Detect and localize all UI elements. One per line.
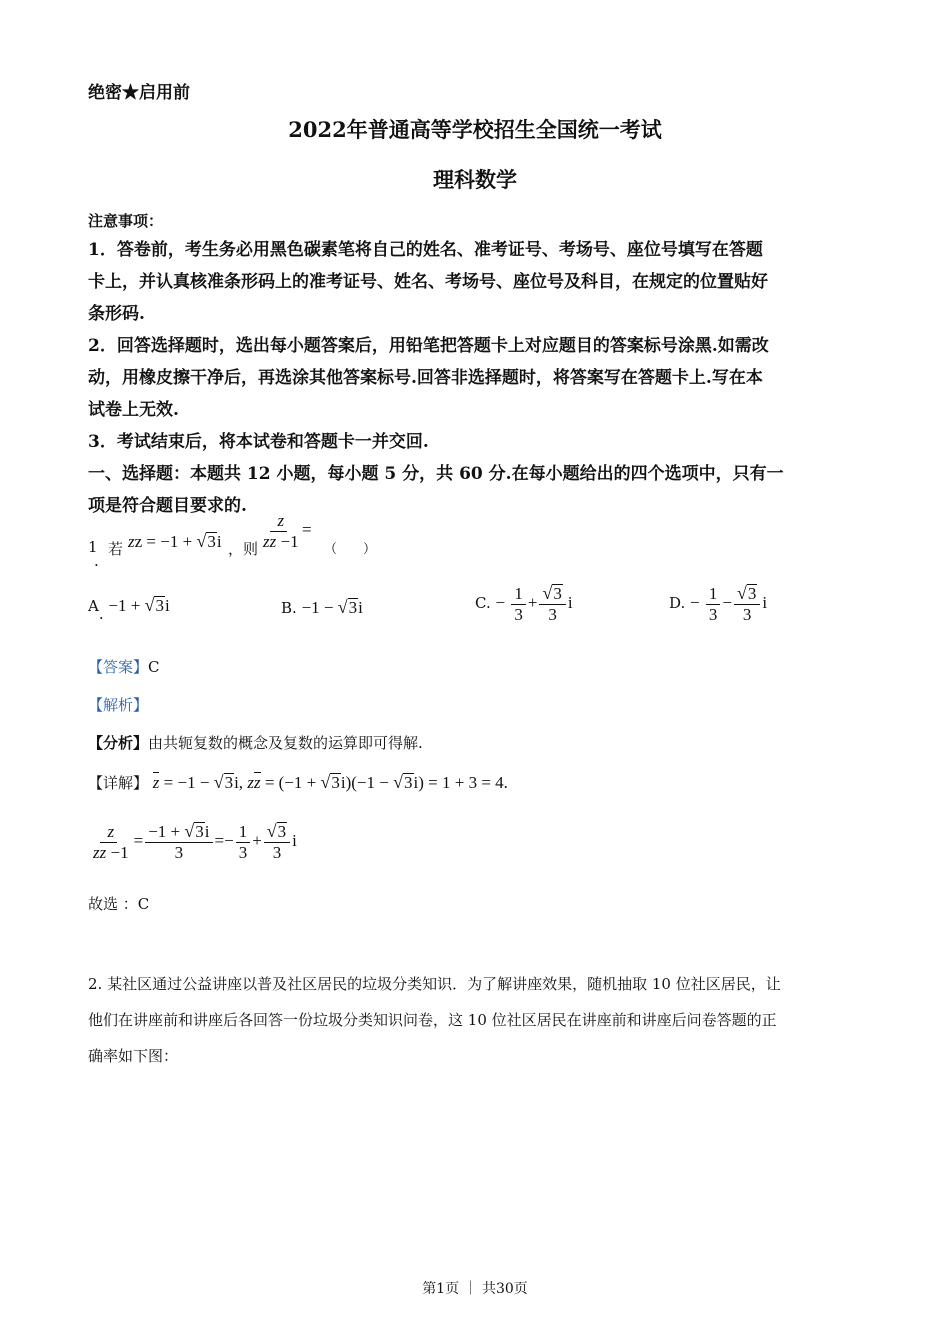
q2-text (88, 966, 781, 1074)
page-footer: 第1页 ｜ 共30页 (422, 1281, 528, 1297)
notice-item-3: 3．考试结束后，将本试卷和答题卡一并交回. (88, 432, 429, 452)
q1-number-dot: . (94, 552, 99, 570)
q1-detail: 【详解】 z = −1 − √ 3 i, zz = (−1 + √ 3 i)(−1 − √ 3 i) = 1 + 3 = 4. (88, 772, 508, 792)
q1-option-b[interactable]: B. −1 − √ 3 i (281, 597, 363, 617)
notice-item-1-line-1: 1．答卷前，考生务必用黑色碳素笔将自己的姓名、准考证号、考场号、座位号填写在答题 (88, 240, 763, 260)
q2-line-2: 他们在讲座前和讲座后各回答一份垃圾分类知识问卷，这 10 位社区居民在讲座前和讲座后问卷答题的正 (88, 1011, 777, 1029)
q1-answer: 【答案】C (88, 658, 160, 676)
q1-option-c[interactable]: C. − $\frac{1}{3}$ + √ 3 3 i (475, 583, 573, 624)
q1-number: 1 (88, 538, 98, 556)
notice-item-2-line-2: 动，用橡皮擦干净后，再选涂其他答案标号.回答非选择题时，将答案写在答题卡上.写在本 (88, 368, 763, 388)
exam-subject: 理科数学 (433, 167, 517, 192)
q1-option-d[interactable]: D. − $\frac{1}{3}$ − √ 3 3 i (669, 583, 768, 624)
notice-block (88, 234, 784, 522)
q1-calculation: $\frac{z}{zz -1}$ = −1 + √ 3 i 3 =− $\frac{1}{3}$ + √ 3 3 i (93, 821, 297, 862)
notice-item-2-line-1: 2．回答选择题时，选出每小题答案后，用铅笔把答题卡上对应题目的答案标号涂黑.如需改 (88, 336, 769, 356)
exam-title: 2022年普通高等学校招生全国统一考试 (288, 117, 662, 142)
q1-choose: 故选 ：C (88, 895, 150, 913)
notice-item-1-line-2: 卡上，并认真核准条形码上的准考证号、姓名、考场号、座位号及科目，在规定的位置贴好 (88, 272, 768, 292)
section1-line-1: 一、选择题：本题共 12 小题，每小题 5 分，共 60 分.在每小题给出的四个选项中，只有一 (88, 464, 784, 484)
q1-then: ，则 (228, 540, 259, 558)
q1-analysis-tag: 【解析】 (88, 696, 149, 714)
notice-item-2-line-3: 试卷上无效. (88, 400, 179, 420)
q1-fenxi: 【分析】由共轭复数的概念及复数的运算即可得解. (88, 734, 423, 752)
section1-line-2: 项是符合题目要求的. (88, 496, 247, 516)
q1-fraction: $\frac{z}{zz -1}$ (263, 511, 299, 551)
sqrt-sign: √ 3 (196, 531, 216, 551)
q2-line-1: 2. 某社区通过公益讲座以普及社区居民的垃圾分类知识．为了解讲座效果，随机抽取 10 位社区居民，让 (88, 975, 781, 993)
header-secret: 绝密★启用前 (88, 83, 190, 103)
notice-item-1-line-3: 条形码. (88, 304, 145, 324)
q1-option-a[interactable]: A. −1 + √ 3 i (88, 595, 170, 623)
q1-if: 若 (108, 540, 124, 558)
q1-paren: （ ） (324, 542, 377, 557)
q2-line-3: 确率如下图： (88, 1047, 179, 1065)
q1-z-expression: zz = −1 + √ 3 i (128, 531, 222, 551)
notice-heading: 注意事项： (88, 212, 164, 230)
q1-equals: = (302, 520, 312, 539)
